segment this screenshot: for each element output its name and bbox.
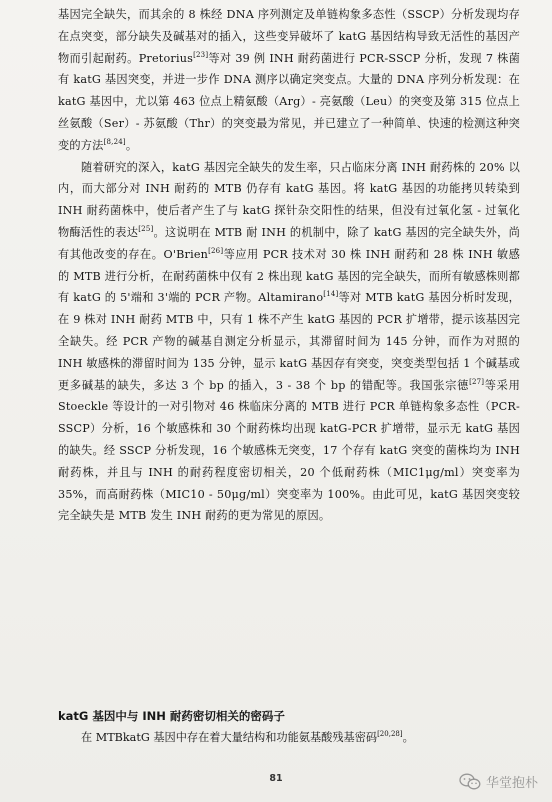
watermark bbox=[459, 772, 538, 791]
wechat-icon bbox=[459, 773, 481, 791]
citation: [20,28] bbox=[377, 730, 403, 738]
section-text-end: 。 bbox=[402, 731, 414, 744]
paragraph-text: 等应用 PCR 技术对 30 株 INH 耐药和 28 株 INH 敏感的 MTB 进行分析，在耐药菌株中仅有 2 株出现 katG 基因的完全缺失，而所有敏感株则都有 katG 的 5'端和 3'端的 PCR 产物。Altamirano bbox=[58, 247, 520, 305]
citation: [26] bbox=[208, 246, 224, 255]
paragraph-text: 等对 39 例 INH 耐药菌进行 PCR-SSCP 分析，发现 7 株菌有 katG 基因突变，并进一步作 DNA 测序以确定突变点。大量的 DNA 序列分析发现：在 katG 基因中，尤以第 463 位点上精氨酸（Arg）- 亮氨酸（Leu）的突变及第 315 位点上丝氨酸（Ser）- 苏氨酸（Thr）的突变最为常见，并已建立了一种简单、快速的检测这种突变的方法 bbox=[58, 51, 520, 152]
body-text bbox=[58, 4, 520, 527]
paragraph bbox=[58, 4, 520, 157]
page-number: 81 bbox=[269, 773, 283, 784]
paragraph-text: 。 bbox=[125, 138, 138, 152]
paragraph-text: 等采用 Stoeckle 等设计的一对引物对 46 株临床分离的 MTB 进行 PCR 单链构象多态性（PCR-SSCP）分析，16 个敏感株和 30 个耐药株均出现 katG-PCR 扩增带，显示无 katG 基因的缺失。经 SSCP 分析发现，16 个敏感株无突变，17 个存有 katG 突变的菌株均为 INH 耐药株，并且与 INH 的耐药程度密切相关，20 个低耐药株（MIC1μg/ml）突变率为 35%，而高耐药株（MIC10 - 50μg/ml）突变率为 100%。由此可见，katG 基因突变较完全缺失是 MTB 发生 INH 耐药的更为常见的原因。 bbox=[58, 378, 520, 523]
paragraph-text: 等对 MTB katG 基因分析时发现，在 9 株对 INH 耐药 MTB 中，只有 1 株不产生 katG 基因的 PCR 扩增带，提示该基因完全缺失。经 PCR 产物的碱基自测定分析显示，其滞留时间为 145 分钟，而作为对照的 INH 敏感株的滞留时间为 135 分钟，显示 katG 基因存有突变，突变类型包括 1 个碱基或更多碱基的缺失，多达 3 个 bp 的插入，3 - 38 个 bp 的错配等。我国张宗德 bbox=[58, 291, 520, 392]
paragraph-text: 。这说明在 MTB 耐 INH 的机制中，除了 katG 基因的完全缺失外，尚有其他改变的存在。O'Brien bbox=[58, 225, 520, 261]
paragraph-text: 基因完全缺失，而其余的 8 株经 DNA 序列测定及单链构象多态性（SSCP）分析发现均存在点突变，部分缺失及碱基对的插入，这些变异破坏了 katG 基因结构导致无活性的基因产物而引起耐药。Pretorius bbox=[58, 8, 520, 65]
section-heading: katG 基因中与 INH 耐药密切相关的密码子 bbox=[58, 709, 285, 723]
citation: [8,24] bbox=[103, 137, 126, 146]
citation: [23] bbox=[193, 50, 209, 59]
citation: [14] bbox=[323, 290, 339, 299]
section-text: 在 MTBkatG 基因中存在着大量结构和功能氨基酸残基密码 bbox=[81, 731, 378, 744]
paragraph bbox=[58, 157, 520, 528]
citation: [27] bbox=[469, 377, 485, 386]
section-paragraph bbox=[58, 728, 520, 748]
citation: [25] bbox=[138, 224, 154, 233]
watermark-text: 华堂抱朴 bbox=[485, 776, 538, 791]
paragraph-text: 随着研究的深入，katG 基因完全缺失的发生率，只占临床分离 INH 耐药株的 20% 以内，而大部分对 INH 耐药的 MTB 仍存有 katG 基因。将 katG 基因的功能拷贝转染到 INH 耐药菌株中，使后者产生了与 katG 探针杂交阳性的结果，但没有过氧化氢 - 过氧化物酶活性的表达 bbox=[58, 160, 520, 239]
